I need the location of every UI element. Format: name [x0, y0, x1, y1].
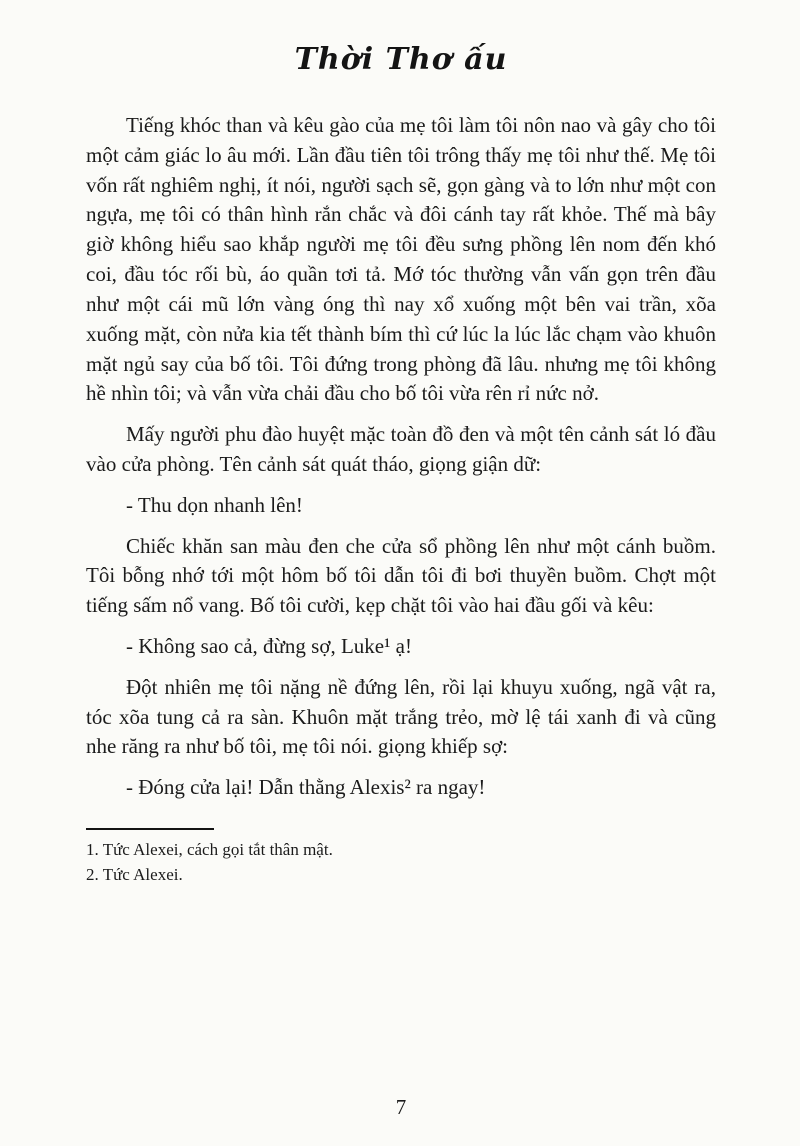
paragraph: Đột nhiên mẹ tôi nặng nề đứng lên, rồi lại khuyu xuống, ngã vật ra, tóc xõa tung cả ra sàn. Khuôn mặt trắng trẻo, mờ lệ tái xanh đi và cũng nhe răng ra như bố tôi, mẹ tôi nói. giọng khiếp sợ:	[86, 674, 716, 759]
page-number: 7	[395, 1095, 407, 1119]
footnote-divider	[86, 828, 214, 830]
footnote: 2. Tức Alexei.	[86, 864, 183, 884]
dialogue-line: - Đóng cửa lại! Dẫn thằng Alexis² ra ngay!	[126, 775, 486, 800]
footnote-block	[86, 828, 716, 887]
paragraph: Mấy người phu đào huyệt mặc toàn đồ đen và một tên cảnh sát ló đầu vào cửa phòng. Tên cảnh sát quát tháo, giọng giận dữ:	[86, 422, 716, 476]
paragraph: Tiếng khóc than và kêu gào của mẹ tôi làm tôi nôn nao và gây cho tôi một cảm giác lo âu mới. Lần đầu tiên tôi trông thấy mẹ tôi như thế. Mẹ tôi vốn rất nghiêm nghị, ít nói, người sạch sẽ, gọn gàng và to lớn như một con ngựa, mẹ tôi có thân hình rắn chắc và đôi cánh tay rất khỏe. Thế mà bây giờ không hiểu sao khắp người mẹ tôi đều sưng phồng lên nom đến khó coi, đầu tóc rối bù, áo quần tơi tả. Mớ tóc thường vẫn vấn gọn trên đầu như một cái mũ lớn vàng óng thì nay xổ xuống một bên vai trần, xõa xuống mặt, còn nửa kia tết thành bím thì cứ lúc la lúc lắc chạm vào khuôn mặt ngủ say của bố tôi. Tôi đứng trong phòng đã lâu. nhưng mẹ tôi không hề nhìn tôi; và vẫn vừa chải đầu cho bố tôi vừa rên rỉ nức nở.	[86, 113, 716, 406]
dialogue-line: - Thu dọn nhanh lên!	[126, 492, 303, 517]
paragraph: Chiếc khăn san màu đen che cửa sổ phồng lên như một cánh buồm. Tôi bỗng nhớ tới một hôm bố tôi dẫn tôi đi bơi thuyền buồm. Chợt một tiếng sấm nổ vang. Bố tôi cười, kẹp chặt tôi vào hai đầu gối và kêu:	[86, 533, 716, 618]
page-footer	[86, 1095, 716, 1120]
body-text	[86, 111, 716, 814]
footnote: 1. Tức Alexei, cách gọi tắt thân mật.	[86, 840, 333, 860]
chapter-title: Thời Thơ ấu	[294, 42, 508, 77]
dialogue-line: - Không sao cả, đừng sợ, Luke¹ ạ!	[126, 634, 412, 658]
